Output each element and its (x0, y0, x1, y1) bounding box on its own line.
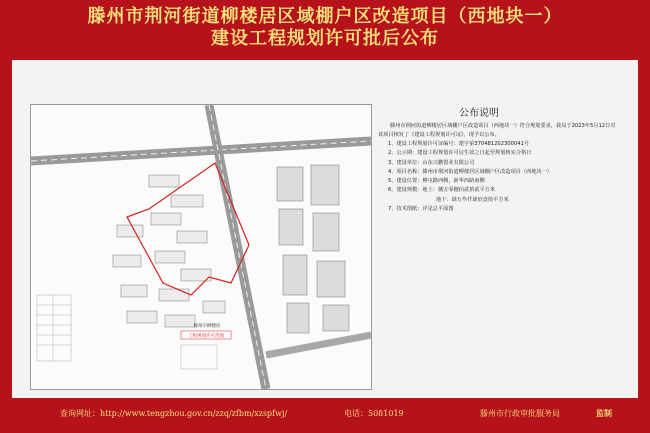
notice-item: 5、建设位置：柳屯路西侧，新华西路南侧 (388, 178, 485, 185)
title-line-2: 建设工程规划许可批后公布 (211, 28, 439, 49)
notice-title: 公布说明 (459, 108, 499, 119)
phone-number: 电话：5081019 (344, 409, 404, 418)
permit-callout: 工程规划许可范围 (188, 334, 224, 339)
notice-item: 1、建设工程规划许可证编号：建字第370481202300041号 (388, 141, 529, 147)
notice-item: 3、建设单位：山东兴鹏置业有限公司 (388, 159, 475, 166)
footer-banner (0, 398, 650, 433)
notice-board (12, 60, 638, 398)
site-plan-graphic (31, 105, 371, 389)
supervised-mark: 监制 (596, 408, 612, 418)
notice-intro (368, 122, 630, 140)
query-link[interactable]: 查询网址：http://www.tengzhou.gov.cn/zzq/zfbm/xzspfwj/ (60, 409, 288, 418)
header-banner (0, 0, 650, 60)
notice-text (368, 104, 630, 304)
notice-item-sub: 地下：肆万叁仟肆佰壹拾平方米 (436, 196, 509, 203)
notice-item: 2、公示期：建设工程规划许可证生效之日起至规划核实合格日 (388, 150, 532, 157)
issuing-office: 滕州市行政审批服务局 (480, 409, 560, 418)
site-label: 滕州市柳楼居 (193, 324, 221, 329)
title-line-1: 滕州市荆河街道柳楼居区域棚户区改造项目（西地块一） (87, 6, 563, 27)
notice-item: 4、项目名称：滕州市荆河街道柳楼居区域棚户区改造项目（西地块一） (388, 168, 553, 175)
notice-item: 6、建设规模：地上：捌万零捌佰贰拾贰平方米 (388, 187, 496, 194)
notice-item: 7、技术图纸：详见总平面图 (388, 206, 454, 213)
notice-intro-line1: 滕州市荆河街道柳楼居区域棚户区改造项目（西地块一）符合规划要求，我局于2023年5月12日对 (390, 123, 616, 129)
site-plan-drawing (30, 104, 372, 390)
notice-intro-line2: 该项目核发了《建设工程规划许可证》，现予以公布。 (378, 132, 500, 138)
